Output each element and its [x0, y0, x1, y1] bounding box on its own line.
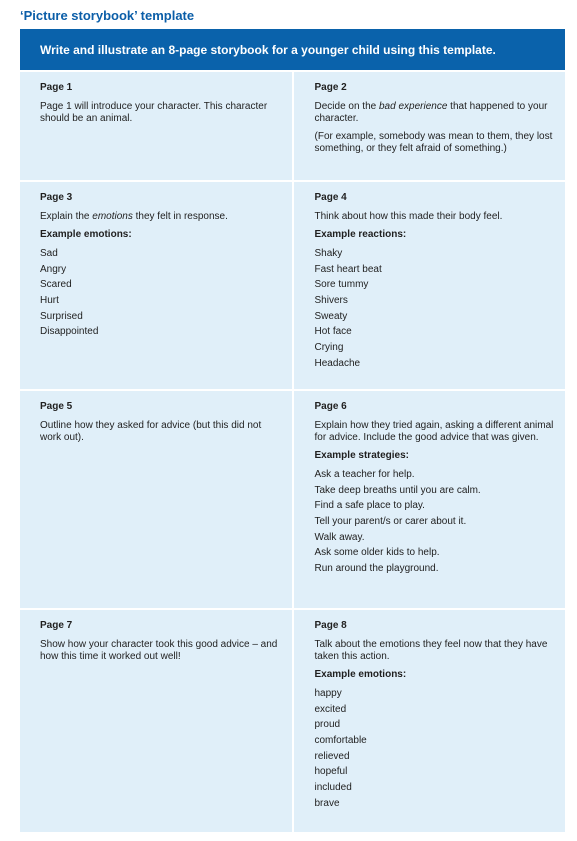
page-6-title: Page 6: [314, 401, 347, 412]
list-item: Run around the playground.: [314, 563, 439, 575]
list-item: Shaky: [314, 248, 343, 259]
page-4-text: Think about how this made their body feel.: [314, 211, 503, 222]
list-item: Ask some older kids to help.: [314, 547, 440, 559]
list-item: Crying: [314, 342, 344, 354]
page-1-title: Page 1: [40, 82, 73, 93]
list-item: Surprised: [40, 310, 83, 322]
page-5-text: Outline how they asked for advice (but this did not work out).: [40, 420, 262, 443]
page-3-text: Explain the emotions they felt in response.: [40, 211, 228, 222]
page-8-list-title: Example emotions:: [314, 669, 407, 680]
page-8-title: Page 8: [314, 620, 347, 631]
list-item: Tell your parent/s or carer about it.: [314, 516, 467, 528]
row-1: [20, 72, 565, 180]
page-4-cell: [294, 182, 566, 389]
list-item: Sad: [40, 248, 58, 259]
list-item: Sweaty: [314, 310, 348, 322]
list-item: Find a safe place to play.: [314, 500, 425, 512]
storybook-template-table: [20, 29, 565, 832]
page-5-title: Page 5: [40, 401, 73, 412]
list-item: Scared: [40, 279, 72, 291]
row-4: [20, 610, 565, 832]
page-6-list-title: Example strategies:: [314, 450, 409, 461]
list-item: Hot face: [314, 326, 352, 338]
list-item: hopeful: [314, 766, 348, 778]
page-3-list: [40, 246, 282, 340]
list-item: Hurt: [40, 295, 59, 307]
page-4-title: Page 4: [314, 192, 347, 203]
list-item: comfortable: [314, 735, 367, 747]
page-3-cell: [20, 182, 292, 389]
page-7-title: Page 7: [40, 620, 73, 631]
page-7-text: Show how your character took this good advice – and how this time it worked out well!: [40, 639, 278, 662]
page-2-cell: [294, 72, 566, 180]
page-5-cell: [20, 391, 292, 608]
list-item: Angry: [40, 263, 67, 275]
page-8-cell: [294, 610, 566, 832]
list-item: Ask a teacher for help.: [314, 469, 415, 480]
page-3-title: Page 3: [40, 192, 73, 203]
page-6-list: [315, 467, 556, 577]
list-item: Fast heart beat: [314, 263, 382, 275]
page-8-list: [315, 686, 556, 812]
instructions-header: Write and illustrate an 8-page storybook for a younger child using this template.: [20, 29, 565, 70]
page-4-list-title: Example reactions:: [314, 229, 407, 240]
list-item: Disappointed: [40, 326, 99, 338]
row-3: [20, 391, 565, 608]
page-2-note: (For example, somebody was mean to them, they lost something, or they felt afraid of something.): [314, 131, 553, 154]
page-1-text: Page 1 will introduce your character. This character should be an animal.: [40, 101, 268, 124]
list-item: proud: [314, 719, 341, 731]
row-2: [20, 182, 565, 389]
list-item: brave: [314, 797, 340, 809]
list-item: relieved: [314, 750, 350, 762]
page-2-title: Page 2: [314, 82, 347, 93]
list-item: included: [314, 782, 352, 794]
list-item: Walk away.: [314, 531, 365, 543]
page-2-text: Decide on the bad experience that happened to your character.: [314, 101, 548, 124]
page-1-cell: [20, 72, 292, 180]
list-item: Take deep breaths until you are calm.: [314, 484, 481, 496]
page-title: ‘Picture storybook’ template: [20, 8, 195, 23]
page-8-text: Talk about the emotions they feel now that they have taken this action.: [314, 639, 548, 662]
page-6-text: Explain how they tried again, asking a different animal for advice. Include the good advice that was given.: [314, 420, 554, 443]
list-item: happy: [314, 688, 342, 699]
page-3-list-title: Example emotions:: [40, 229, 132, 240]
list-item: Headache: [314, 357, 361, 369]
list-item: excited: [314, 703, 347, 715]
page-4-list: [315, 246, 556, 372]
list-item: Sore tummy: [314, 279, 369, 291]
list-item: Shivers: [314, 295, 348, 307]
page-6-cell: [294, 391, 566, 608]
page-7-cell: [20, 610, 292, 832]
